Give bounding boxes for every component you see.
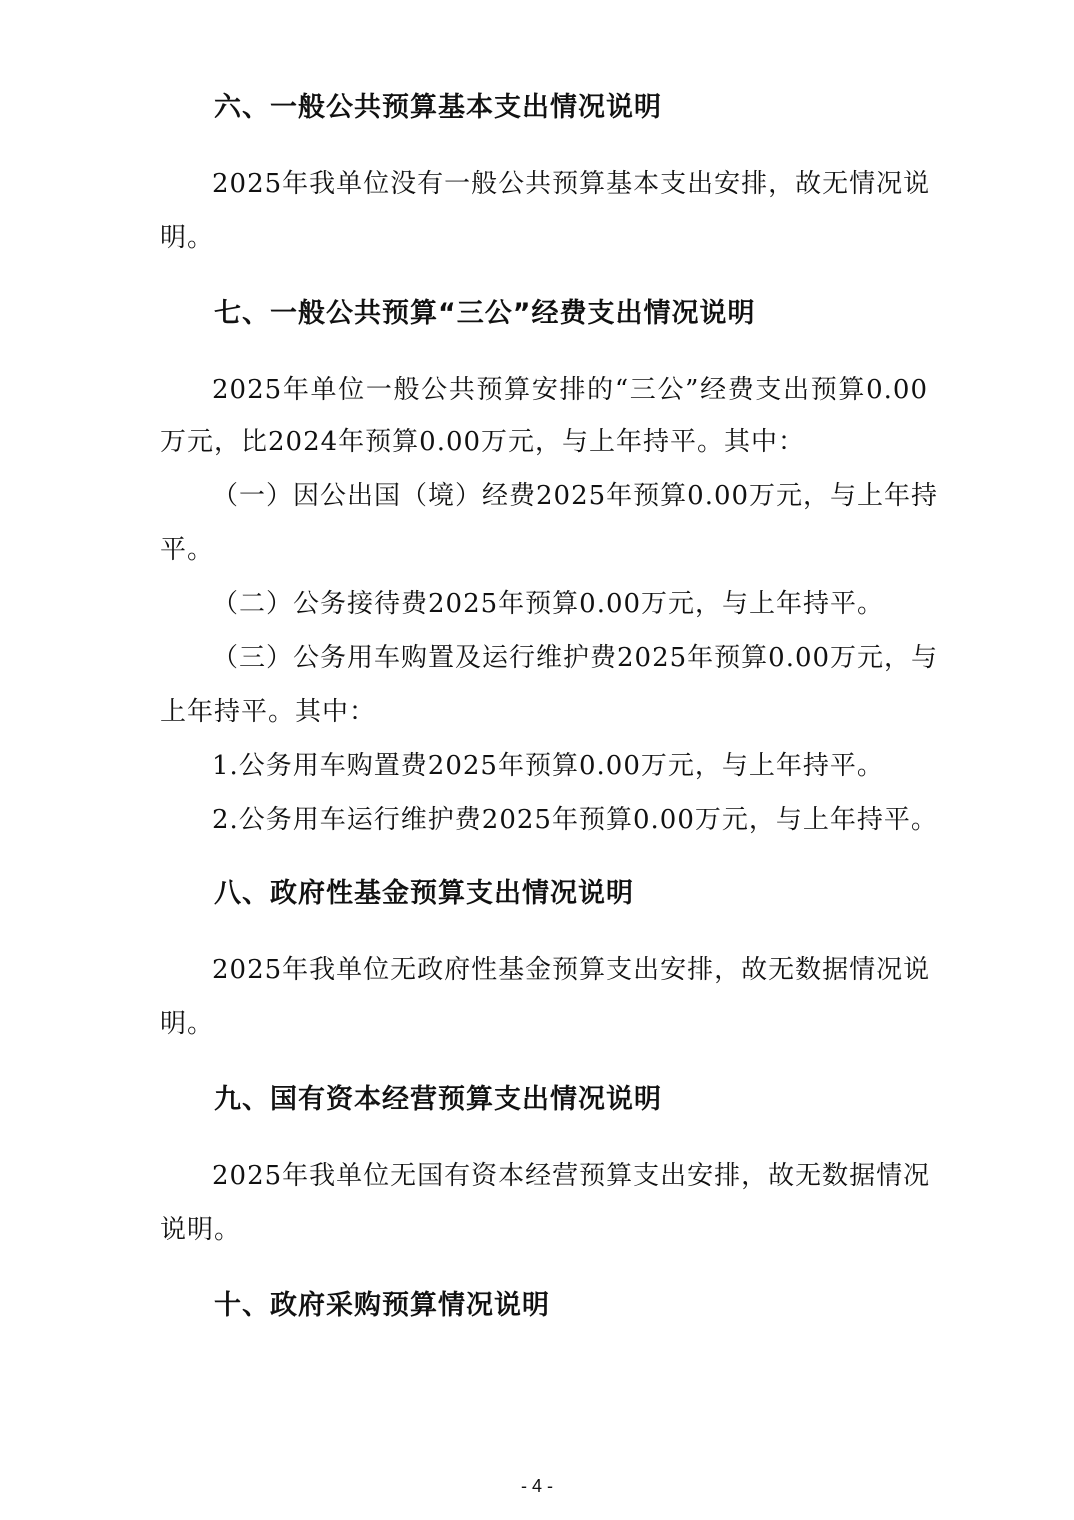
section-7-p5: 1.公务用车购置费2025年预算0.00万元，与上年持平。	[212, 751, 884, 781]
page-number: - 4 -	[520, 1476, 553, 1496]
section-8-heading: 八、政府性基金预算支出情况说明	[214, 878, 634, 909]
section-10-heading: 十、政府采购预算情况说明	[214, 1290, 550, 1321]
section-6-body-line-1: 2025年我单位没有一般公共预算基本支出安排，故无情况说	[212, 169, 931, 199]
section-6-body-line-2: 明。	[160, 223, 215, 253]
section-7-p4-line-1: （三）公务用车购置及运行维护费2025年预算0.00万元，与	[212, 643, 939, 673]
section-9-body-line-1: 2025年我单位无国有资本经营预算支出安排，故无数据情况	[212, 1161, 931, 1191]
section-9-body-line-2: 说明。	[160, 1215, 242, 1245]
section-7-p4-line-2: 上年持平。其中：	[160, 697, 377, 727]
section-8-body-line-2: 明。	[160, 1009, 215, 1039]
section-7-heading: 七、一般公共预算“三公”经费支出情况说明	[214, 298, 756, 329]
section-7-p2-line-2: 平。	[160, 535, 215, 565]
section-7-p1-line-1: 2025年单位一般公共预算安排的“三公”经费支出预算0.00	[212, 375, 928, 405]
section-9-heading: 九、国有资本经营预算支出情况说明	[214, 1084, 662, 1115]
section-6-heading: 六、一般公共预算基本支出情况说明	[214, 92, 662, 123]
section-7-p2-line-1: （一）因公出国（境）经费2025年预算0.00万元，与上年持	[212, 481, 939, 511]
section-7-p1-line-2: 万元，比2024年预算0.00万元，与上年持平。其中：	[160, 427, 806, 457]
section-7-p3: （二）公务接待费2025年预算0.00万元，与上年持平。	[212, 589, 885, 619]
section-8-body-line-1: 2025年我单位无政府性基金预算支出安排，故无数据情况说	[212, 955, 931, 985]
section-7-p6: 2.公务用车运行维护费2025年预算0.00万元，与上年持平。	[212, 805, 938, 835]
